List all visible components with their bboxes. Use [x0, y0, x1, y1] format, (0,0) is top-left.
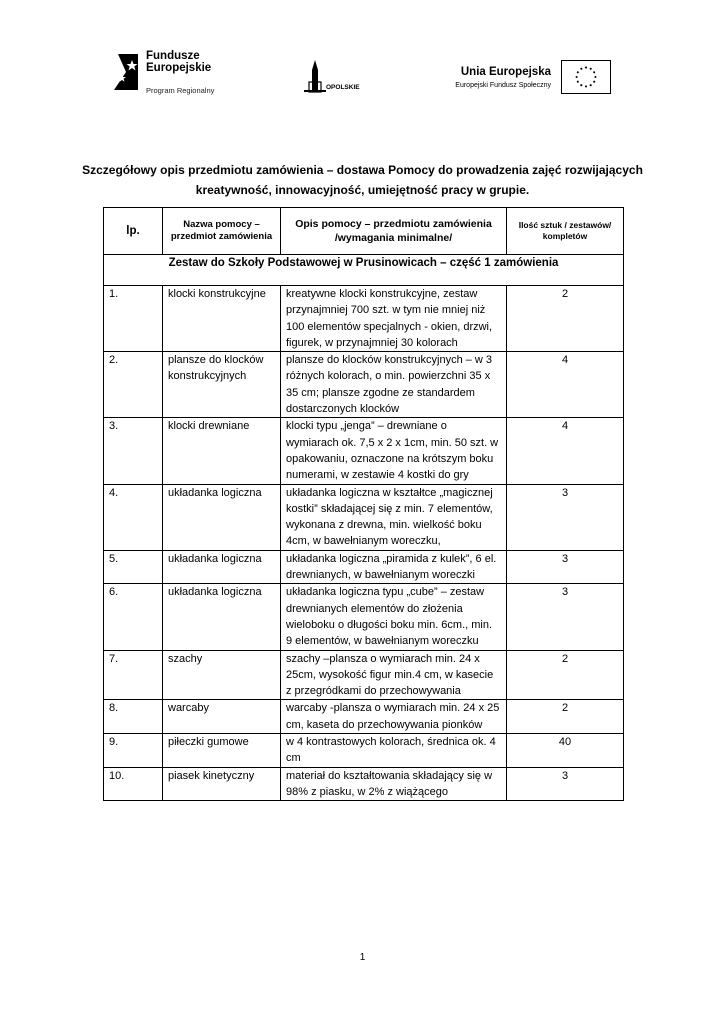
row-description: w 4 kontrastowych kolorach, średnica ok. 4 cm — [281, 734, 507, 768]
row-lp: 3. — [104, 418, 163, 484]
row-description: klocki typu „jenga” – drewniane o wymiarach ok. 7,5 x 2 x 1cm, min. 50 szt. w opakowaniu, oznaczone na krótszym boku numerami, w zestawie 4 kostki do gry — [281, 418, 507, 484]
row-lp: 9. — [104, 734, 163, 768]
row-name: układanka logiczna — [163, 584, 281, 650]
fundusze-europejskie-logo — [112, 50, 242, 98]
row-lp: 6. — [104, 584, 163, 650]
row-name: układanka logiczna — [163, 550, 281, 584]
row-quantity: 2 — [507, 286, 624, 352]
table-row — [104, 584, 624, 650]
specification-table — [103, 207, 624, 801]
row-lp: 4. — [104, 484, 163, 550]
table-row — [104, 700, 624, 734]
row-lp: 7. — [104, 650, 163, 700]
row-quantity: 3 — [507, 767, 624, 801]
row-description: materiał do kształtowania składający się w 98% z piasku, w 2% z wiążącego — [281, 767, 507, 801]
table-row — [104, 550, 624, 584]
row-name: piłeczki gumowe — [163, 734, 281, 768]
row-description: szachy –plansza o wymiarach min. 24 x 25cm, wysokość figur min.4 cm, w kasecie z przegródkami do przechowywania — [281, 650, 507, 700]
fe-line2: Europejskie — [146, 62, 212, 74]
row-quantity: 3 — [507, 584, 624, 650]
row-quantity: 2 — [507, 700, 624, 734]
opolskie-logo-text: OPOLSKIE — [326, 84, 360, 91]
row-lp: 2. — [104, 352, 163, 418]
table-row — [104, 484, 624, 550]
row-description: układanka logiczna w kształtce „magicznej kostki” składającej się z min. 7 elementów, wykonana z drewna, min. wielkość boku 4cm, w bawełnianym woreczku, — [281, 484, 507, 550]
row-name: szachy — [163, 650, 281, 700]
ue-logo-title: Unia Europejska — [460, 66, 551, 78]
table-row — [104, 767, 624, 801]
tower-icon — [304, 60, 326, 96]
header-quantity: Ilość sztuk / zestawów/ kompletów — [507, 208, 624, 255]
section-row — [104, 255, 624, 286]
table-row — [104, 352, 624, 418]
table-row — [104, 650, 624, 700]
header-name: Nazwa pomocy – przedmiot zamówienia — [163, 208, 281, 255]
ue-logo-subtitle: Europejski Fundusz Społeczny — [455, 82, 551, 89]
eu-flag-icon — [561, 60, 611, 94]
row-quantity: 40 — [507, 734, 624, 768]
row-quantity: 4 — [507, 352, 624, 418]
row-quantity: 4 — [507, 418, 624, 484]
row-lp: 8. — [104, 700, 163, 734]
row-description: układanka logiczna „piramida z kulek”, 6 el. drewnianych, w bawełnianym woreczki — [281, 550, 507, 584]
page-number: 1 — [359, 952, 366, 963]
row-lp: 1. — [104, 286, 163, 352]
fe-logo-text — [146, 50, 211, 74]
table-header-row — [104, 208, 624, 255]
header-description: Opis pomocy – przedmiotu zamówienia /wymagania minimalne/ — [281, 208, 507, 255]
fe-logo-subtitle: Program Regionalny — [146, 86, 215, 95]
row-name: układanka logiczna — [163, 484, 281, 550]
document-title: Szczegółowy opis przedmiotu zamówienia – dostawa Pomocy do prowadzenia zajęć rozwijających kreatywność, innowacyjność, umiejętność pracy w grupie. — [82, 163, 643, 197]
row-quantity: 3 — [507, 484, 624, 550]
row-description: warcaby -plansza o wymiarach min. 24 x 25 cm, kaseta do przechowywania pionków — [281, 700, 507, 734]
unia-europejska-logo — [440, 60, 615, 100]
row-lp: 10. — [104, 767, 163, 801]
table-row — [104, 418, 624, 484]
fe-star-icon — [112, 52, 142, 92]
row-name: klocki drewniane — [163, 418, 281, 484]
row-name: warcaby — [163, 700, 281, 734]
fe-line1: Fundusze — [146, 50, 200, 62]
row-quantity: 2 — [507, 650, 624, 700]
row-name: plansze do klocków konstrukcyjnych — [163, 352, 281, 418]
row-description: kreatywne klocki konstrukcyjne, zestaw przynajmniej 700 szt. w tym nie mniej niż 100 elementów specjalnych - okien, drzwi, figurek, w przynajmniej 30 kolorach — [281, 286, 507, 352]
row-quantity: 3 — [507, 550, 624, 584]
header-lp: lp. — [104, 208, 163, 255]
row-description: układanka logiczna typu „cube” – zestaw drewnianych elementów do złożenia wieloboku o długości boku min. 6cm., min. 9 elementów, w bawełnianym woreczku — [281, 584, 507, 650]
row-lp: 5. — [104, 550, 163, 584]
table-row — [104, 734, 624, 768]
table-row — [104, 286, 624, 352]
row-name: klocki konstrukcyjne — [163, 286, 281, 352]
section-title: Zestaw do Szkoły Podstawowej w Prusinowicach – część 1 zamówienia — [104, 255, 624, 286]
row-description: plansze do klocków konstrukcyjnych – w 3 różnych kolorach, o min. powierzchni 35 x 35 cm; plansze zgodne ze standardem dostarczonych klocków — [281, 352, 507, 418]
opolskie-logo — [300, 58, 372, 98]
row-name: piasek kinetyczny — [163, 767, 281, 801]
